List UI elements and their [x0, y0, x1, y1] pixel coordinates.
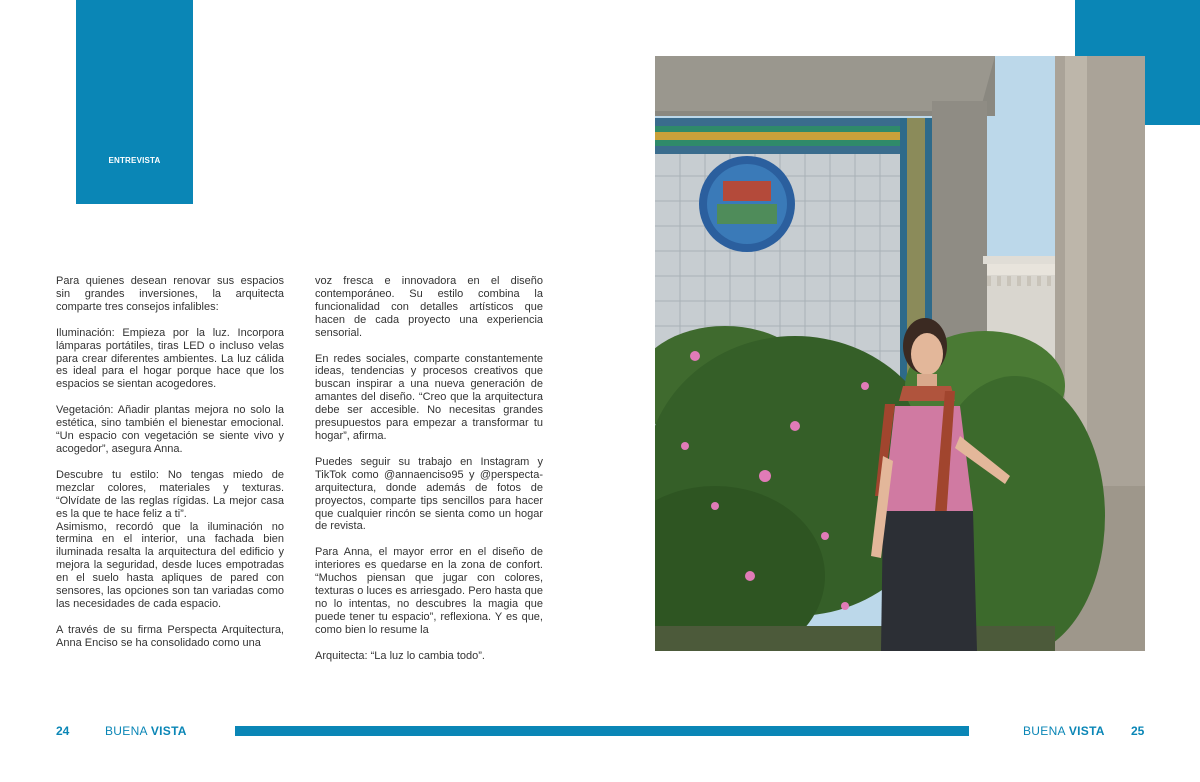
photo-illustration	[655, 56, 1145, 651]
paragraph: Asimismo, recordó que la iluminación no termina en el interior, una fachada bien iluminada resalta la arquitectura del edificio y mejora la seguridad, desde luces empotradas en el suelo hasta apliques de pared con sensores, las opciones son tan variadas como las necesidades de cada espacio.	[56, 520, 284, 610]
paragraph: Descubre tu estilo: No tengas miedo de mezclar colores, materiales y texturas. “Olvídate de las reglas rígidas. La mejor casa es la que te hace feliz a ti”.	[56, 468, 284, 520]
paragraph: En redes sociales, comparte constantemente ideas, tendencias y procesos creativos que buscan inspirar a una nueva generación de amantes del diseño. “Creo que la arquitectura debe ser accesible. No necesitas grandes presupuestos para empezar a transformar tu hogar”, afirma.	[315, 352, 543, 442]
portrait-photo	[655, 56, 1145, 651]
paragraph: A través de su firma Perspecta Arquitectura, Anna Enciso se ha consolidado como una	[56, 623, 284, 649]
page-number-right: 25	[1131, 724, 1145, 738]
section-label: ENTREVISTA	[108, 156, 161, 165]
page-number-left: 24	[56, 724, 70, 738]
paragraph: Arquitecta: “La luz lo cambia todo”.	[315, 649, 485, 662]
magazine-brand-right	[1023, 724, 1105, 738]
article-column-left	[56, 275, 284, 663]
brand-word-2: VISTA	[150, 724, 187, 738]
paragraph: Para quienes desean renovar sus espacios sin grandes inversiones, la arquitecta comparte tres consejos infalibles:	[56, 275, 284, 313]
paragraph: Puedes seguir su trabajo en Instagram y TikTok como @annaenciso95 y @perspecta-arquitectura, donde además de fotos de proyectos, comparte tips sencillos para hacer que cualquier rincón se sienta como un hogar de revista.	[315, 455, 543, 533]
paragraph: Iluminación: Empieza por la luz. Incorpora lámparas portátiles, tiras LED o incluso velas para crear diferentes ambientes. La luz cálida es ideal para el hogar porque hace que los espacios se sientan acogedores.	[56, 326, 284, 391]
paragraph: Vegetación: Añadir plantas mejora no solo la estética, sino también el bienestar emocional. “Un espacio con vegetación se siente vivo y acogedor”, asegura Anna.	[56, 404, 284, 455]
magazine-brand-left	[105, 724, 187, 738]
article-column-right	[315, 275, 543, 676]
paragraph: Para Anna, el mayor error en el diseño de interiores es quedarse en la zona de confort. “Muchos piensan que jugar con colores, texturas o luces es arriesgado. Pero hasta que no lo intentas, no descubres la magia que puede tener tu espacio”, reflexiona. Y es que, como bien lo resume la	[315, 546, 543, 636]
section-tab	[76, 0, 193, 204]
paragraph: voz fresca e innovadora en el diseño contemporáneo. Su estilo combina la funcionalidad con detalles artísticos que hacen de cada proyecto una experiencia sensorial.	[315, 275, 543, 339]
footer-rule	[235, 726, 969, 736]
brand-word-1: BUENA	[1023, 724, 1069, 738]
brand-word-1: BUENA	[105, 724, 151, 738]
brand-word-2: VISTA	[1068, 724, 1105, 738]
